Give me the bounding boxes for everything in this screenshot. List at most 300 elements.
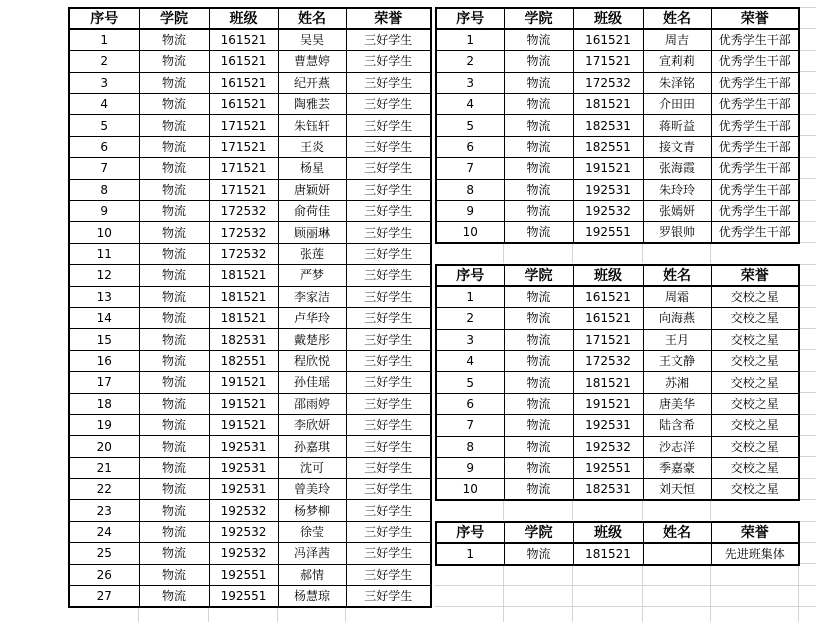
- spreadsheet-cell[interactable]: 张海霞: [643, 158, 711, 179]
- spreadsheet-cell[interactable]: 4: [436, 94, 504, 115]
- column-header-cell[interactable]: 荣誉: [346, 8, 431, 29]
- column-header-cell[interactable]: 班级: [573, 265, 643, 286]
- spreadsheet-cell[interactable]: 三好学生: [346, 72, 431, 93]
- spreadsheet-cell[interactable]: 1: [436, 29, 504, 50]
- spreadsheet-cell[interactable]: 171521: [209, 179, 278, 200]
- spreadsheet-cell[interactable]: 5: [69, 115, 139, 136]
- spreadsheet-cell[interactable]: 8: [69, 179, 139, 200]
- spreadsheet-cell[interactable]: 物流: [504, 372, 573, 393]
- spreadsheet-cell[interactable]: 6: [436, 393, 504, 414]
- spreadsheet-cell[interactable]: 物流: [504, 115, 573, 136]
- spreadsheet-cell[interactable]: 8: [436, 179, 504, 200]
- spreadsheet-cell[interactable]: 161521: [573, 29, 643, 50]
- spreadsheet-cell[interactable]: 三好学生: [346, 286, 431, 307]
- spreadsheet-cell[interactable]: 9: [436, 201, 504, 222]
- spreadsheet-cell[interactable]: 物流: [139, 179, 209, 200]
- spreadsheet-cell[interactable]: 172532: [209, 243, 278, 264]
- spreadsheet-cell[interactable]: 孙嘉琪: [278, 436, 346, 457]
- gridline-horizontal: [800, 349, 816, 350]
- spreadsheet-cell[interactable]: 182551: [573, 136, 643, 157]
- spreadsheet-cell[interactable]: 27: [69, 586, 139, 607]
- spreadsheet-cell[interactable]: 161521: [209, 51, 278, 72]
- table-row: [69, 158, 431, 179]
- spreadsheet-cell[interactable]: 三好学生: [346, 586, 431, 607]
- table-row: [69, 393, 431, 414]
- spreadsheet-cell[interactable]: 三好学生: [346, 51, 431, 72]
- spreadsheet-cell[interactable]: 181521: [209, 286, 278, 307]
- spreadsheet-cell[interactable]: 杨梦柳: [278, 500, 346, 521]
- spreadsheet-cell[interactable]: 2: [436, 308, 504, 329]
- spreadsheet-cell[interactable]: 交校之星: [711, 415, 799, 436]
- spreadsheet-cell[interactable]: 三好学生: [346, 543, 431, 564]
- spreadsheet-cell[interactable]: 192532: [209, 500, 278, 521]
- column-header-cell[interactable]: 班级: [573, 522, 643, 543]
- spreadsheet-cell[interactable]: 李家洁: [278, 286, 346, 307]
- spreadsheet-cell[interactable]: 王炎: [278, 136, 346, 157]
- spreadsheet-cell[interactable]: 18: [69, 393, 139, 414]
- table-row: [69, 286, 431, 307]
- gridline-vertical: [572, 566, 573, 622]
- gridline-horizontal: [800, 28, 816, 29]
- table-row: [436, 543, 799, 564]
- spreadsheet-cell[interactable]: 15: [69, 329, 139, 350]
- spreadsheet-cell[interactable]: 171521: [209, 115, 278, 136]
- spreadsheet-cell[interactable]: 172532: [573, 72, 643, 93]
- spreadsheet-cell[interactable]: 物流: [504, 393, 573, 414]
- spreadsheet-cell[interactable]: 三好学生: [346, 457, 431, 478]
- spreadsheet-cell[interactable]: 三好学生: [346, 307, 431, 328]
- spreadsheet-cell[interactable]: 10: [436, 222, 504, 243]
- spreadsheet-cell[interactable]: [643, 543, 711, 564]
- spreadsheet-cell[interactable]: 李欣妍: [278, 414, 346, 435]
- column-header-cell[interactable]: 姓名: [278, 8, 346, 29]
- gridline-horizontal: [800, 456, 816, 457]
- gridline-vertical: [798, 566, 799, 622]
- spreadsheet-cell[interactable]: 交校之星: [711, 372, 799, 393]
- spreadsheet-cell[interactable]: 张嫣妍: [643, 201, 711, 222]
- spreadsheet-cell[interactable]: 物流: [139, 564, 209, 585]
- gridline-horizontal: [800, 200, 816, 201]
- spreadsheet-cell[interactable]: 三好学生: [346, 222, 431, 243]
- spreadsheet-cell[interactable]: 192531: [209, 436, 278, 457]
- spreadsheet-cell[interactable]: 交校之星: [711, 436, 799, 457]
- spreadsheet-cell[interactable]: 17: [69, 372, 139, 393]
- spreadsheet-cell[interactable]: 物流: [139, 115, 209, 136]
- spreadsheet-cell[interactable]: 三好学生: [346, 136, 431, 157]
- spreadsheet-cell[interactable]: 物流: [139, 136, 209, 157]
- spreadsheet-cell[interactable]: 三好学生: [346, 500, 431, 521]
- spreadsheet-cell[interactable]: 物流: [139, 51, 209, 72]
- spreadsheet-cell[interactable]: 161521: [209, 72, 278, 93]
- spreadsheet-cell[interactable]: 161521: [209, 94, 278, 115]
- spreadsheet-cell[interactable]: 曹慧婷: [278, 51, 346, 72]
- spreadsheet-cell[interactable]: 曾美玲: [278, 479, 346, 500]
- table-row: [436, 415, 799, 436]
- header-row: [69, 8, 431, 29]
- spreadsheet-cell[interactable]: 172532: [573, 351, 643, 372]
- spreadsheet-cell[interactable]: 171521: [573, 329, 643, 350]
- spreadsheet-cell[interactable]: 优秀学生干部: [711, 51, 799, 72]
- spreadsheet-cell[interactable]: 郝情: [278, 564, 346, 585]
- spreadsheet-cell[interactable]: 物流: [504, 415, 573, 436]
- spreadsheet-cell[interactable]: 优秀学生干部: [711, 115, 799, 136]
- spreadsheet-cell[interactable]: 7: [69, 158, 139, 179]
- spreadsheet-cell[interactable]: 季嘉豪: [643, 458, 711, 479]
- spreadsheet-cell[interactable]: 5: [436, 372, 504, 393]
- spreadsheet-cell[interactable]: 三好学生: [346, 372, 431, 393]
- spreadsheet-cell[interactable]: 唐颖妍: [278, 179, 346, 200]
- spreadsheet-cell[interactable]: 蒋昕益: [643, 115, 711, 136]
- spreadsheet-cell[interactable]: 三好学生: [346, 201, 431, 222]
- spreadsheet-cell[interactable]: 交校之星: [711, 479, 799, 500]
- spreadsheet-cell[interactable]: 1: [436, 543, 504, 564]
- spreadsheet-cell[interactable]: 物流: [504, 286, 573, 307]
- spreadsheet-cell[interactable]: 192551: [209, 564, 278, 585]
- spreadsheet-cell[interactable]: 朱钰轩: [278, 115, 346, 136]
- spreadsheet-cell[interactable]: 戴楚彤: [278, 329, 346, 350]
- column-header-cell[interactable]: 序号: [436, 8, 504, 29]
- spreadsheet-cell[interactable]: 刘天恒: [643, 479, 711, 500]
- spreadsheet-cell[interactable]: 9: [436, 458, 504, 479]
- spreadsheet-cell[interactable]: 192532: [209, 543, 278, 564]
- spreadsheet-cell[interactable]: 物流: [139, 265, 209, 286]
- spreadsheet-cell[interactable]: 7: [436, 415, 504, 436]
- spreadsheet-cell[interactable]: 交校之星: [711, 286, 799, 307]
- spreadsheet-cell[interactable]: 三好学生: [346, 350, 431, 371]
- spreadsheet-cell[interactable]: 物流: [504, 458, 573, 479]
- gridline-vertical: [710, 566, 711, 622]
- spreadsheet-cell[interactable]: 优秀学生干部: [711, 29, 799, 50]
- spreadsheet-cell[interactable]: 交校之星: [711, 458, 799, 479]
- table-row: [69, 265, 431, 286]
- spreadsheet-cell[interactable]: 物流: [139, 372, 209, 393]
- spreadsheet-cell[interactable]: 4: [69, 94, 139, 115]
- spreadsheet-cell[interactable]: 192551: [573, 458, 643, 479]
- spreadsheet-cell[interactable]: 192551: [209, 586, 278, 607]
- spreadsheet-cell[interactable]: 182531: [573, 479, 643, 500]
- spreadsheet-cell[interactable]: 苏湘: [643, 372, 711, 393]
- spreadsheet-cell[interactable]: 6: [436, 136, 504, 157]
- spreadsheet-cell[interactable]: 181521: [209, 265, 278, 286]
- spreadsheet-cell[interactable]: 三好学生: [346, 243, 431, 264]
- spreadsheet-cell[interactable]: 物流: [504, 94, 573, 115]
- spreadsheet-cell[interactable]: 182551: [209, 350, 278, 371]
- spreadsheet-cell[interactable]: 2: [436, 51, 504, 72]
- spreadsheet-cell[interactable]: 徐莹: [278, 521, 346, 542]
- spreadsheet-cell[interactable]: 顾丽琳: [278, 222, 346, 243]
- spreadsheet-cell[interactable]: 2: [69, 51, 139, 72]
- spreadsheet-cell[interactable]: 物流: [504, 136, 573, 157]
- spreadsheet-cell[interactable]: 191521: [573, 158, 643, 179]
- spreadsheet-cell[interactable]: 物流: [139, 72, 209, 93]
- column-header-cell[interactable]: 学院: [504, 265, 573, 286]
- spreadsheet-cell[interactable]: 192551: [573, 222, 643, 243]
- spreadsheet-cell[interactable]: 192532: [573, 201, 643, 222]
- spreadsheet-cell[interactable]: 纪开燕: [278, 72, 346, 93]
- spreadsheet-cell[interactable]: 三好学生: [346, 158, 431, 179]
- spreadsheet-cell[interactable]: 三好学生: [346, 329, 431, 350]
- spreadsheet-cell[interactable]: 物流: [504, 72, 573, 93]
- spreadsheet-cell[interactable]: 191521: [209, 414, 278, 435]
- spreadsheet-cell[interactable]: 优秀学生干部: [711, 94, 799, 115]
- spreadsheet-cell[interactable]: 优秀学生干部: [711, 222, 799, 243]
- spreadsheet-cell[interactable]: 25: [69, 543, 139, 564]
- header-row: [436, 265, 799, 286]
- spreadsheet-cell[interactable]: 物流: [139, 414, 209, 435]
- spreadsheet-cell[interactable]: 陆含希: [643, 415, 711, 436]
- gridline-horizontal: [800, 371, 816, 372]
- spreadsheet-cell[interactable]: 介田田: [643, 94, 711, 115]
- spreadsheet-cell[interactable]: 161521: [573, 286, 643, 307]
- spreadsheet-cell[interactable]: 4: [436, 351, 504, 372]
- spreadsheet-cell[interactable]: 24: [69, 521, 139, 542]
- gridline-vertical: [710, 501, 711, 520]
- spreadsheet-cell[interactable]: 物流: [504, 351, 573, 372]
- spreadsheet-cell[interactable]: 192531: [209, 457, 278, 478]
- table-row: [69, 372, 431, 393]
- spreadsheet-cell[interactable]: 交校之星: [711, 393, 799, 414]
- header-row: [436, 8, 799, 29]
- gridline-horizontal: [800, 7, 816, 8]
- spreadsheet-cell[interactable]: 3: [436, 329, 504, 350]
- spreadsheet-cell[interactable]: 物流: [139, 329, 209, 350]
- spreadsheet-cell[interactable]: 三好学生: [346, 436, 431, 457]
- column-header-cell[interactable]: 学院: [504, 8, 573, 29]
- spreadsheet-cell[interactable]: 三好学生: [346, 564, 431, 585]
- spreadsheet-cell[interactable]: 191521: [209, 372, 278, 393]
- gridline-vertical: [138, 608, 139, 622]
- spreadsheet-cell[interactable]: 171521: [573, 51, 643, 72]
- spreadsheet-cell[interactable]: 周霜: [643, 286, 711, 307]
- spreadsheet-cell[interactable]: 物流: [504, 179, 573, 200]
- spreadsheet-cell[interactable]: 朱泽铭: [643, 72, 711, 93]
- spreadsheet-cell[interactable]: 171521: [209, 158, 278, 179]
- column-header-cell[interactable]: 序号: [436, 265, 504, 286]
- spreadsheet-cell[interactable]: 物流: [504, 329, 573, 350]
- spreadsheet-cell[interactable]: 191521: [573, 393, 643, 414]
- spreadsheet-cell[interactable]: 三好学生: [346, 115, 431, 136]
- spreadsheet-cell[interactable]: 三好学生: [346, 393, 431, 414]
- spreadsheet-cell[interactable]: 三好学生: [346, 94, 431, 115]
- spreadsheet-cell[interactable]: 161521: [209, 29, 278, 50]
- table-row: [69, 72, 431, 93]
- spreadsheet-cell[interactable]: 三好学生: [346, 29, 431, 50]
- spreadsheet-cell[interactable]: 8: [436, 436, 504, 457]
- gridline-vertical: [710, 244, 711, 263]
- spreadsheet-cell[interactable]: 16: [69, 350, 139, 371]
- spreadsheet-cell[interactable]: 物流: [139, 29, 209, 50]
- spreadsheet-cell[interactable]: 物流: [504, 543, 573, 564]
- gridline-horizontal: [800, 542, 816, 543]
- gridline-horizontal: [800, 328, 816, 329]
- spreadsheet-cell[interactable]: 杨慧琼: [278, 586, 346, 607]
- spreadsheet-cell[interactable]: 11: [69, 243, 139, 264]
- gridline-horizontal: [800, 285, 816, 286]
- column-header-cell[interactable]: 姓名: [643, 522, 711, 543]
- column-header-cell[interactable]: 序号: [69, 8, 139, 29]
- table-row: [436, 286, 799, 307]
- gridline-horizontal: [800, 392, 816, 393]
- spreadsheet-cell[interactable]: 物流: [139, 158, 209, 179]
- spreadsheet-cell[interactable]: 邵雨婷: [278, 393, 346, 414]
- column-header-cell[interactable]: 学院: [139, 8, 209, 29]
- spreadsheet-cell[interactable]: 王文静: [643, 351, 711, 372]
- gridline-horizontal: [800, 71, 816, 72]
- spreadsheet-cell[interactable]: 182531: [573, 115, 643, 136]
- spreadsheet-cell[interactable]: 181521: [209, 307, 278, 328]
- spreadsheet-cell[interactable]: 26: [69, 564, 139, 585]
- spreadsheet-cell[interactable]: 21: [69, 457, 139, 478]
- spreadsheet-cell[interactable]: 沙志洋: [643, 436, 711, 457]
- spreadsheet-cell[interactable]: 朱玲玲: [643, 179, 711, 200]
- spreadsheet-cell[interactable]: 优秀学生干部: [711, 179, 799, 200]
- spreadsheet-cell[interactable]: 卢华玲: [278, 307, 346, 328]
- spreadsheet-cell[interactable]: 程欣悦: [278, 350, 346, 371]
- spreadsheet-cell[interactable]: 陶雅芸: [278, 94, 346, 115]
- spreadsheet-cell[interactable]: 物流: [139, 243, 209, 264]
- spreadsheet-cell[interactable]: 172532: [209, 222, 278, 243]
- spreadsheet-cell[interactable]: 交校之星: [711, 351, 799, 372]
- spreadsheet-cell[interactable]: 优秀学生干部: [711, 136, 799, 157]
- spreadsheet-cell[interactable]: 10: [69, 222, 139, 243]
- spreadsheet-cell[interactable]: 192531: [209, 479, 278, 500]
- spreadsheet-cell[interactable]: 9: [69, 201, 139, 222]
- spreadsheet-cell[interactable]: 14: [69, 307, 139, 328]
- spreadsheet-cell[interactable]: 3: [436, 72, 504, 93]
- spreadsheet-cell[interactable]: 三好学生: [346, 179, 431, 200]
- spreadsheet-cell[interactable]: 191521: [209, 393, 278, 414]
- spreadsheet-cell[interactable]: 物流: [139, 201, 209, 222]
- spreadsheet-cell[interactable]: 181521: [573, 94, 643, 115]
- spreadsheet-cell[interactable]: 7: [436, 158, 504, 179]
- spreadsheet-cell[interactable]: 物流: [139, 307, 209, 328]
- gridline-horizontal: [800, 435, 816, 436]
- table-row: [69, 94, 431, 115]
- spreadsheet-cell[interactable]: 物流: [139, 479, 209, 500]
- spreadsheet-cell[interactable]: 交校之星: [711, 308, 799, 329]
- spreadsheet-cell[interactable]: 13: [69, 286, 139, 307]
- spreadsheet-cell[interactable]: 罗银帅: [643, 222, 711, 243]
- table-row: [69, 329, 431, 350]
- spreadsheet-cell[interactable]: 物流: [504, 479, 573, 500]
- spreadsheet-cell[interactable]: 严梦: [278, 265, 346, 286]
- spreadsheet-cell[interactable]: 交校之星: [711, 329, 799, 350]
- spreadsheet-cell[interactable]: 181521: [573, 543, 643, 564]
- spreadsheet-cell[interactable]: 物流: [504, 222, 573, 243]
- column-header-cell[interactable]: 学院: [504, 522, 573, 543]
- table-row: [436, 393, 799, 414]
- spreadsheet-cell[interactable]: 物流: [504, 436, 573, 457]
- spreadsheet-cell[interactable]: 冯泽茜: [278, 543, 346, 564]
- table-row: [436, 222, 799, 243]
- spreadsheet-cell[interactable]: 物流: [139, 586, 209, 607]
- spreadsheet-cell[interactable]: 182531: [209, 329, 278, 350]
- column-header-cell[interactable]: 姓名: [643, 265, 711, 286]
- spreadsheet-cell[interactable]: 172532: [209, 201, 278, 222]
- spreadsheet-cell[interactable]: 20: [69, 436, 139, 457]
- spreadsheet-cell[interactable]: 1: [69, 29, 139, 50]
- spreadsheet-cell[interactable]: 物流: [139, 500, 209, 521]
- spreadsheet-cell[interactable]: 优秀学生干部: [711, 201, 799, 222]
- spreadsheet-cell[interactable]: 192531: [573, 415, 643, 436]
- spreadsheet-cell[interactable]: 三好学生: [346, 414, 431, 435]
- spreadsheet-cell[interactable]: 1: [436, 286, 504, 307]
- gridline-vertical: [503, 501, 504, 520]
- column-header-cell[interactable]: 荣誉: [711, 8, 799, 29]
- spreadsheet-cell[interactable]: 物流: [139, 94, 209, 115]
- spreadsheet-cell[interactable]: 宣莉莉: [643, 51, 711, 72]
- spreadsheet-cell[interactable]: 物流: [139, 521, 209, 542]
- spreadsheet-cell[interactable]: 192532: [573, 436, 643, 457]
- spreadsheet-cell[interactable]: 俞荷佳: [278, 201, 346, 222]
- spreadsheet-cell[interactable]: 沈可: [278, 457, 346, 478]
- gridline-horizontal: [435, 585, 816, 586]
- spreadsheet-cell[interactable]: 接文青: [643, 136, 711, 157]
- spreadsheet-cell[interactable]: 3: [69, 72, 139, 93]
- spreadsheet-cell[interactable]: 孙佳瑶: [278, 372, 346, 393]
- spreadsheet-cell[interactable]: 向海燕: [643, 308, 711, 329]
- spreadsheet-cell[interactable]: 优秀学生干部: [711, 72, 799, 93]
- spreadsheet-cell[interactable]: 物流: [139, 457, 209, 478]
- spreadsheet-cell[interactable]: 192532: [209, 521, 278, 542]
- spreadsheet-cell[interactable]: 张莲: [278, 243, 346, 264]
- column-header-cell[interactable]: 荣誉: [711, 522, 799, 543]
- spreadsheet-cell[interactable]: 物流: [139, 393, 209, 414]
- spreadsheet-cell[interactable]: 物流: [139, 286, 209, 307]
- spreadsheet-cell[interactable]: 物流: [504, 29, 573, 50]
- spreadsheet-cell[interactable]: 优秀学生干部: [711, 158, 799, 179]
- table-row: [69, 457, 431, 478]
- spreadsheet-cell[interactable]: 唐美华: [643, 393, 711, 414]
- spreadsheet-cell[interactable]: 161521: [573, 308, 643, 329]
- spreadsheet-cell[interactable]: 物流: [504, 308, 573, 329]
- spreadsheet-cell[interactable]: 23: [69, 500, 139, 521]
- spreadsheet-cell[interactable]: 物流: [139, 350, 209, 371]
- table-row: [69, 222, 431, 243]
- column-header-cell[interactable]: 序号: [436, 522, 504, 543]
- spreadsheet-cell[interactable]: 19: [69, 414, 139, 435]
- column-header-cell[interactable]: 班级: [573, 8, 643, 29]
- spreadsheet-cell[interactable]: 181521: [573, 372, 643, 393]
- spreadsheet-cell[interactable]: 三好学生: [346, 479, 431, 500]
- spreadsheet-cell[interactable]: 周吉: [643, 29, 711, 50]
- spreadsheet-cell[interactable]: 三好学生: [346, 521, 431, 542]
- column-header-cell[interactable]: 姓名: [643, 8, 711, 29]
- spreadsheet-cell[interactable]: 吴昊: [278, 29, 346, 50]
- column-header-cell[interactable]: 荣誉: [711, 265, 799, 286]
- spreadsheet-cell[interactable]: 6: [69, 136, 139, 157]
- spreadsheet-cell[interactable]: 先进班集体: [711, 543, 799, 564]
- spreadsheet-cell[interactable]: 12: [69, 265, 139, 286]
- spreadsheet-cell[interactable]: 物流: [504, 201, 573, 222]
- spreadsheet-cell[interactable]: 三好学生: [346, 265, 431, 286]
- spreadsheet-cell[interactable]: 王月: [643, 329, 711, 350]
- spreadsheet-cell[interactable]: 192531: [573, 179, 643, 200]
- table-row: [69, 414, 431, 435]
- spreadsheet-cell[interactable]: 物流: [504, 51, 573, 72]
- spreadsheet-cell[interactable]: 物流: [139, 222, 209, 243]
- spreadsheet-cell[interactable]: 22: [69, 479, 139, 500]
- spreadsheet-cell[interactable]: 5: [436, 115, 504, 136]
- spreadsheet-cell[interactable]: 物流: [139, 543, 209, 564]
- spreadsheet-cell[interactable]: 10: [436, 479, 504, 500]
- spreadsheet-cell[interactable]: 171521: [209, 136, 278, 157]
- spreadsheet-cell[interactable]: 杨星: [278, 158, 346, 179]
- column-header-cell[interactable]: 班级: [209, 8, 278, 29]
- table-row: [69, 51, 431, 72]
- spreadsheet-cell[interactable]: 物流: [504, 158, 573, 179]
- spreadsheet-cell[interactable]: 物流: [139, 436, 209, 457]
